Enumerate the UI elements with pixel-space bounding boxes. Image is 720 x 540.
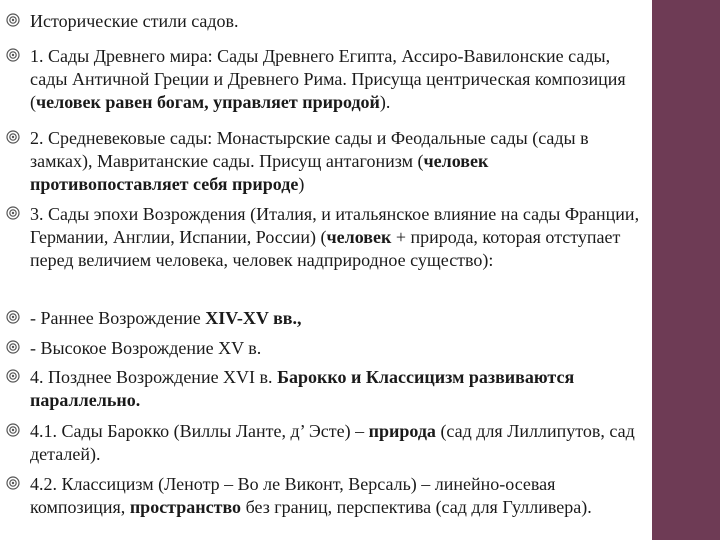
item-text: [30, 337, 648, 360]
bold-text-segment: XIV-XV вв.,: [205, 308, 302, 328]
text-segment: 4.1. Сады Барокко (Виллы Ланте, д’ Эсте) –: [30, 421, 369, 441]
text-segment: 4. Позднее Возрождение XVI в.: [30, 367, 278, 387]
text-segment: ): [298, 174, 305, 194]
text-segment: 2. Средневековые сады: Монастырские сады и Феодальные сады (сады в замках), Мавританские сады. Присущ антагонизм (: [30, 128, 589, 171]
bold-text-segment: человек равен богам, управляет природой: [36, 92, 380, 112]
target-circle-icon: [6, 310, 20, 324]
item-text: [30, 307, 648, 330]
target-circle-icon: [6, 48, 20, 62]
target-circle-icon: [6, 423, 20, 437]
text-segment: Исторические стили садов.: [30, 11, 239, 31]
bold-text-segment: Барокко и Классицизм развиваются параллельно.: [30, 367, 575, 410]
target-circle-icon: [6, 206, 20, 220]
bold-text-segment: пространство: [129, 497, 242, 517]
text-segment: - Высокое Возрождение XV в.: [30, 338, 262, 358]
text-segment: без границ, перспектива (сад для Гулливера).: [241, 497, 592, 517]
accent-bar: [652, 0, 720, 540]
item-text: [30, 127, 648, 196]
target-circle-icon: [6, 130, 20, 144]
text-segment: ).: [379, 92, 391, 112]
text-segment: 3. Сады эпохи Возрождения (Италия, и итальянское влияние на сады Франции, Германии, Англии, Испании, России) (: [30, 204, 640, 247]
item-text: [30, 420, 648, 466]
bold-text-segment: человек противопоставляет себя природе: [30, 151, 489, 194]
target-circle-icon: [6, 476, 20, 490]
target-circle-icon: [6, 369, 20, 383]
bold-text-segment: человек: [326, 227, 392, 247]
text-segment: 1. Сады Древнего мира: Сады Древнего Египта, Ассиро-Вавилонские сады, сады Античной Греции и Древнего Рима. Присуща центрическая композиция (: [30, 46, 626, 112]
text-segment: - Раннее Возрождение: [30, 308, 206, 328]
item-text: [30, 473, 648, 519]
item-text: [30, 45, 648, 114]
bold-text-segment: природа: [368, 421, 436, 441]
target-circle-icon: [6, 13, 20, 27]
target-circle-icon: [6, 340, 20, 354]
item-text: [30, 203, 648, 272]
text-segment: + природа, которая отступает перед величием человека, человек надприродное существо):: [30, 227, 621, 270]
text-segment: (сад для Лиллипутов, сад деталей).: [30, 421, 635, 464]
text-segment: 4.2. Классицизм (Ленотр – Во ле Виконт, Версаль) – линейно-осевая композиция,: [30, 474, 556, 517]
item-text: [30, 366, 648, 412]
item-text: [30, 10, 648, 33]
